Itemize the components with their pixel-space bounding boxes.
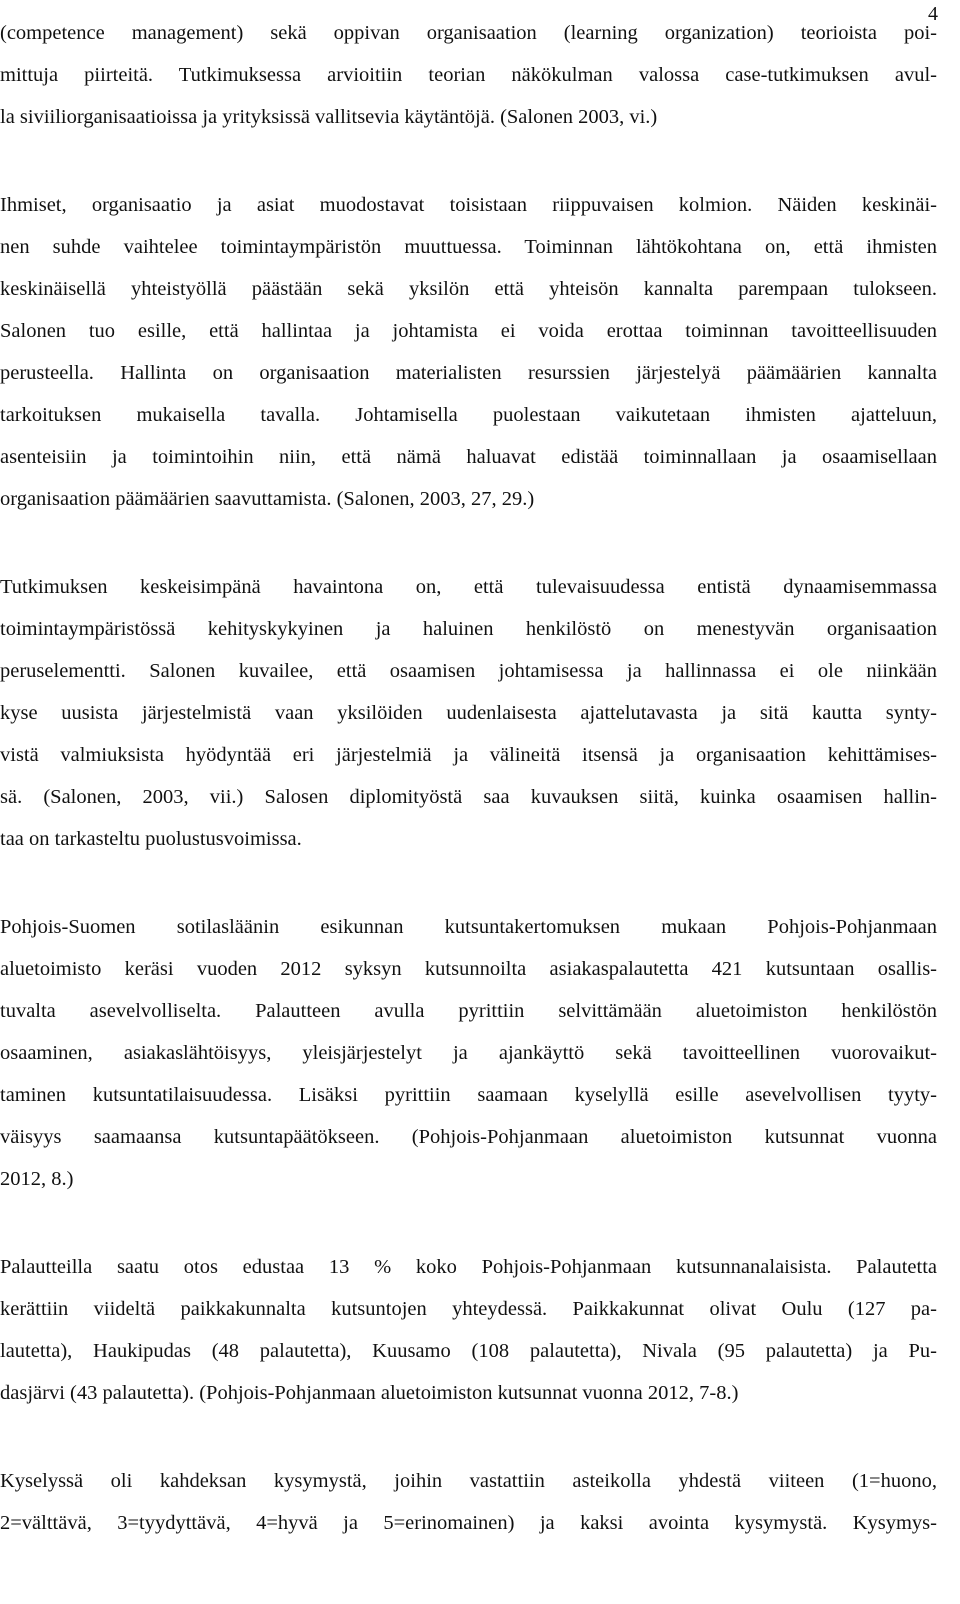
text-line: taa on tarkasteltu puolustusvoimissa. (0, 828, 302, 850)
text-line: aluetoimisto keräsi vuoden 2012 syksyn kutsunnoilta asiakaspalautetta 421 kutsuntaan osallis- (0, 958, 937, 980)
text-line: tuvalta asevelvolliselta. Palautteen avulla pyrittiin selvittämään aluetoimiston henkilöstön (0, 1000, 937, 1022)
text-line: väisyys saamaansa kutsuntapäätökseen. (Pohjois-Pohjanmaan aluetoimiston kutsunnat vuonna (0, 1126, 937, 1148)
text-line: Pohjois-Suomen sotilasläänin esikunnan kutsuntakertomuksen mukaan Pohjois-Pohjanmaan (0, 916, 937, 938)
text-line: kyse uusista järjestelmistä vaan yksilöiden uudenlaisesta ajattelutavasta ja sitä kautta synty- (0, 702, 937, 724)
text-line: 2=välttävä, 3=tyydyttävä, 4=hyvä ja 5=erinomainen) ja kaksi avointa kysymystä. Kysymys- (0, 1512, 937, 1534)
text-line: tarkoituksen mukaisella tavalla. Johtamisella puolestaan vaikutetaan ihmisten ajatteluun, (0, 404, 937, 426)
text-line: organisaation päämäärien saavuttamista. (Salonen, 2003, 27, 29.) (0, 488, 535, 510)
text-line: Tutkimuksen keskeisimpänä havaintona on, että tulevaisuudessa entistä dynaamisemmassa (0, 576, 937, 598)
text-line: lautetta), Haukipudas (48 palautetta), Kuusamo (108 palautetta), Nivala (95 palautetta) ja Pu- (0, 1340, 937, 1362)
text-line: Ihmiset, organisaatio ja asiat muodostavat toisistaan riippuvaisen kolmion. Näiden keskinäi- (0, 194, 937, 216)
text-line: toimintaympäristössä kehityskykyinen ja haluinen henkilöstö on menestyvän organisaation (0, 618, 937, 640)
text-line: (competence management) sekä oppivan organisaation (learning organization) teorioista poi- (0, 22, 937, 44)
page-number: 4 (928, 3, 938, 25)
text-line: keskinäisellä yhteistyöllä päästään sekä yksilön että yhteisön kannalta parempaan tulokseen. (0, 278, 937, 300)
text-line: kerättiin viideltä paikkakunnalta kutsuntojen yhteydessä. Paikkakunnat olivat Oulu (127 pa- (0, 1298, 937, 1320)
text-line: peruselementti. Salonen kuvailee, että osaamisen johtamisessa ja hallinnassa ei ole niinkään (0, 660, 937, 682)
text-line: nen suhde vaihtelee toimintaympäristön muuttuessa. Toiminnan lähtökohtana on, että ihmisten (0, 236, 937, 258)
text-line: la siviiliorganisaatioissa ja yrityksissä vallitsevia käytäntöjä. (Salonen 2003, vi.) (0, 106, 658, 128)
text-line: mittuja piirteitä. Tutkimuksessa arvioitiin teorian näkökulman valossa case-tutkimuksen avul- (0, 64, 937, 86)
text-line: dasjärvi (43 palautetta). (Pohjois-Pohjanmaan aluetoimiston kutsunnat vuonna 2012, 7-8.) (0, 1382, 739, 1404)
text-line: asenteisiin ja toimintoihin niin, että nämä haluavat edistää toiminnallaan ja osaamisellaan (0, 446, 937, 468)
text-line: 2012, 8.) (0, 1168, 74, 1190)
text-line: Salonen tuo esille, että hallintaa ja johtamista ei voida erottaa toiminnan tavoitteellisuuden (0, 320, 937, 342)
text-line: Palautteilla saatu otos edustaa 13 % koko Pohjois-Pohjanmaan kutsunnanalaisista. Palautetta (0, 1256, 937, 1278)
text-line: Kyselyssä oli kahdeksan kysymystä, joihin vastattiin asteikolla yhdestä viiteen (1=huono, (0, 1470, 937, 1492)
text-line: taminen kutsuntatilaisuudessa. Lisäksi pyrittiin saamaan kyselyllä esille asevelvollisen tyyty- (0, 1084, 937, 1106)
text-line: sä. (Salonen, 2003, vii.) Salosen diplomityöstä saa kuvauksen siitä, kuinka osaamisen hallin- (0, 786, 937, 808)
text-line: perusteella. Hallinta on organisaation materialisten resurssien järjestelyä päämäärien kannalta (0, 362, 937, 384)
text-line: osaaminen, asiakaslähtöisyys, yleisjärjestelyt ja ajankäyttö sekä tavoitteellinen vuorovaikut- (0, 1042, 937, 1064)
text-line: vistä valmiuksista hyödyntää eri järjestelmiä ja välineitä itsensä ja organisaation kehittämises- (0, 744, 937, 766)
